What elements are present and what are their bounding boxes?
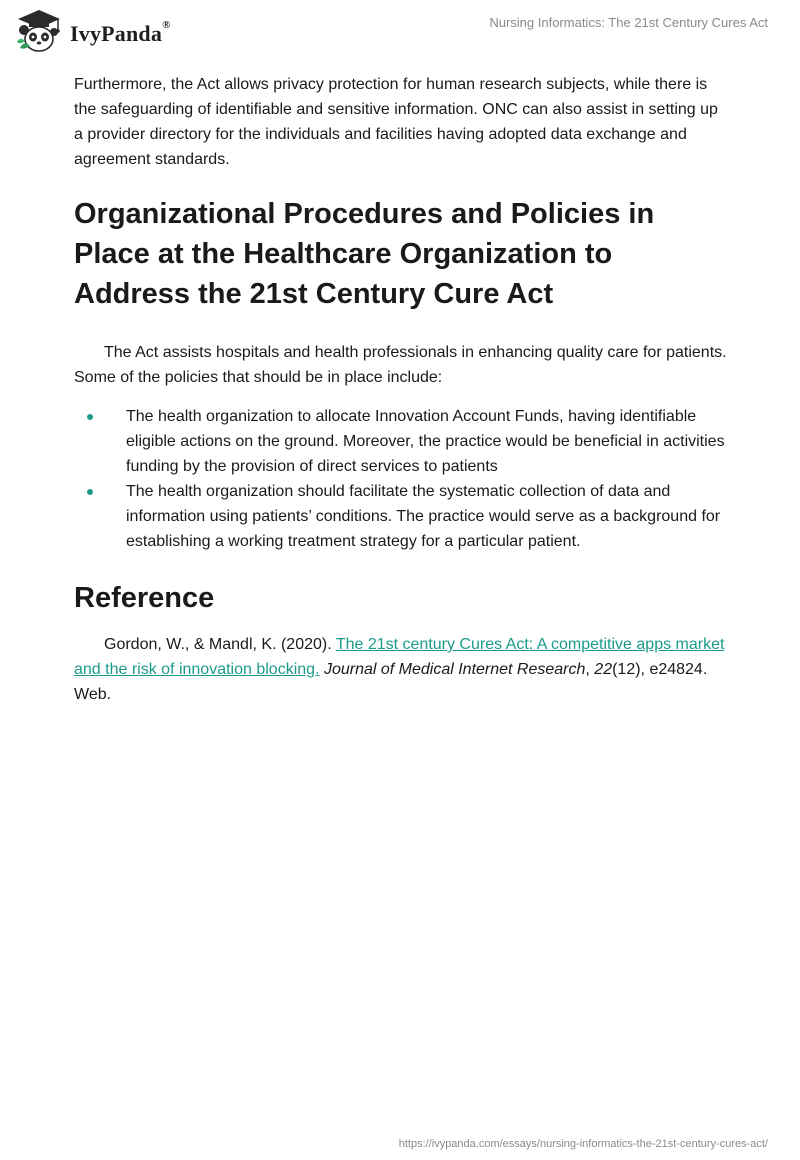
brand-name: IvyPanda® [70, 18, 171, 46]
panda-graduate-icon [14, 8, 64, 59]
bullet-icon [87, 414, 93, 420]
reference-issue-pages: (12), e24824. Web. [74, 661, 708, 703]
document-title: Nursing Informatics: The 21st Century Cures Act [489, 15, 768, 30]
section-heading: Organizational Procedures and Policies in Place at the Healthcare Organization to Address the 21st Century Cure Act [74, 198, 655, 310]
reference-authors: Gordon, W., & Mandl, K. (2020). [104, 636, 336, 653]
section-paragraph: The Act assists hospitals and health professionals in enhancing quality care for patients. Some of the policies that should be in place include: [74, 344, 727, 386]
ivypanda-logo[interactable] [14, 8, 171, 59]
list-item-text: The health organization to allocate Innovation Account Funds, having identifiable eligible actions on the ground. Moreover, the practice would be beneficial in activities funding by the provision of direct services to patients [126, 408, 725, 475]
list-item-text: The health organization should facilitate the systematic collection of data and information using patients’ conditions. The practice would serve as a background for establishing a working treatment strategy for a particular patient. [126, 483, 721, 550]
page-header [0, 0, 800, 60]
reference-volume: 22 [594, 661, 613, 678]
list-item [74, 404, 730, 479]
reference-journal: Journal of Medical Internet Research [323, 661, 586, 678]
reference-heading: Reference [74, 582, 215, 614]
essay-content [74, 72, 730, 707]
policies-list [74, 404, 730, 554]
reference-title-link[interactable]: The 21st century Cures Act: A competitive apps market and the risk of innovation blocking. [74, 636, 725, 678]
reference-entry: Gordon, W., & Mandl, K. (2020). The 21st century Cures Act: A competitive apps market and the risk of innovation blocking. Journal of Medical Internet Research, 22(12), e24824. Web. [74, 636, 725, 703]
intro-paragraph: Furthermore, the Act allows privacy protection for human research subjects, while there is the safeguarding of identifiable and sensitive information. ONC can also assist in setting up a provider directory for the individuals and facilities having adopted data exchange and agreement standards. [74, 76, 718, 168]
footer-url[interactable]: https://ivypanda.com/essays/nursing-informatics-the-21st-century-cures-act/ [398, 1138, 768, 1150]
bullet-icon [87, 489, 93, 495]
list-item [74, 479, 730, 554]
